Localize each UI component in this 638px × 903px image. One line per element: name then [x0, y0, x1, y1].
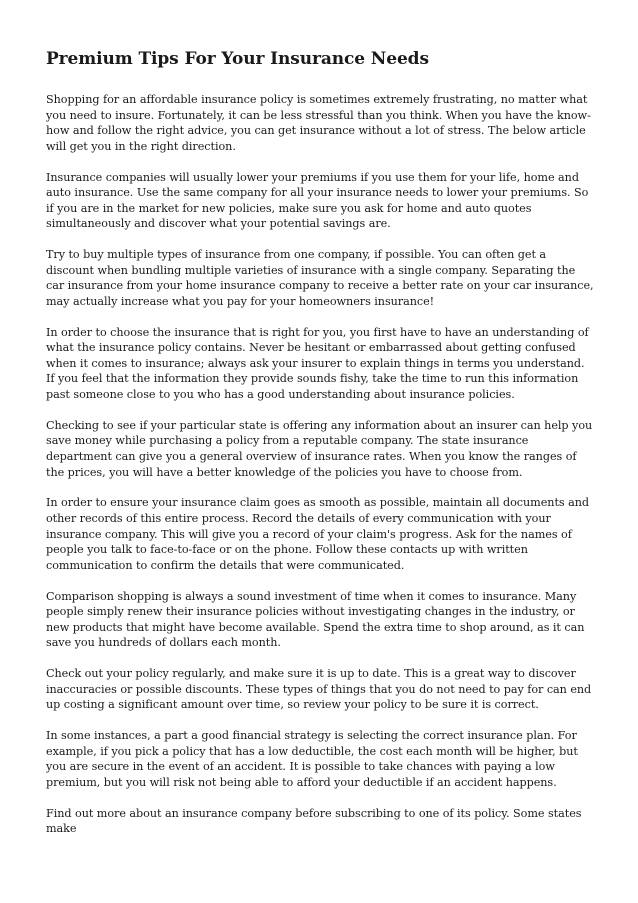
paragraph-claim-records: In order to ensure your insurance claim goes as smooth as possible, maintain all documents and other records of this entire process. Record the details of every communication with your insurance company. This will give you a record of your claim's progress. Ask for the names of people you talk to face-to-face or on the phone. Follow these contacts up with written communication to confirm the details that were communicated.: [46, 496, 589, 572]
paragraph-multiple-types: Try to buy multiple types of insurance from one company, if possible. You can often get a discount when bundling multiple varieties of insurance with a single company. Separating the car insurance from your home insurance company to receive a better rate on your car insurance, may actually increase what you pay for your homeowners insurance!: [46, 248, 594, 308]
document-title: Premium Tips For Your Insurance Needs: [46, 49, 429, 69]
paragraph-research-company: Find out more about an insurance company before subscribing to one of its policy. Some states make: [46, 806, 582, 836]
paragraph-check-policy: Check out your policy regularly, and make sure it is up to date. This is a great way to discover inaccuracies or possible discounts. These types of things that you do not need to pay for can end up costing a significant amount over time, so review your policy to be sure it is correct.: [46, 667, 592, 712]
paragraph-state-info: Checking to see if your particular state is offering any information about an insurer can help you save money while purchasing a policy from a reputable company. The state insurance department can give you a general overview of insurance rates. When you know the ranges of the prices, you will have a better knowledge of the policies you have to choose from.: [46, 418, 593, 479]
paragraph-intro: Shopping for an affordable insurance policy is sometimes extremely frustrating, no matter what you need to insure. Fortunately, it can be less stressful than you think. When you have the know-how and follow the right advice, you can get insurance without a lot of stress. The below article will get you in the right direction.: [46, 93, 591, 153]
paragraph-financial-strategy: In some instances, a part a good financial strategy is selecting the correct insurance plan. For example, if you pick a policy that has a low deductible, the cost each month will be higher, but you are secure in the event of an accident. It is possible to take chances with paying a low premium, but you will risk not being able to afford your deductible if an accident happens.: [46, 729, 578, 789]
paragraph-comparison-shopping: Comparison shopping is always a sound investment of time when it comes to insurance. Many people simply renew their insurance policies without investigating changes in the industry, or new products that might have become available. Spend the extra time to shop around, as it can save you hundreds of dollars each month.: [46, 589, 585, 650]
document-page: [46, 46, 596, 852]
paragraph-bundle-premiums: Insurance companies will usually lower your premiums if you use them for your life, home and auto insurance. Use the same company for all your insurance needs to lower your premiums. So if you are in the market for new policies, make sure you ask for home and auto quotes simultaneously and discover what your potential savings are.: [46, 170, 589, 231]
paragraph-understand-policy: In order to choose the insurance that is right for you, you first have to have an understanding of what the insurance policy contains. Never be hesitant or embarrassed about getting confused when it comes to insurance; always ask your insurer to explain things in terms you understand. If you feel that the information they provide sounds fishy, take the time to run this information past someone close to you who has a good understanding about insurance policies.: [46, 325, 589, 402]
